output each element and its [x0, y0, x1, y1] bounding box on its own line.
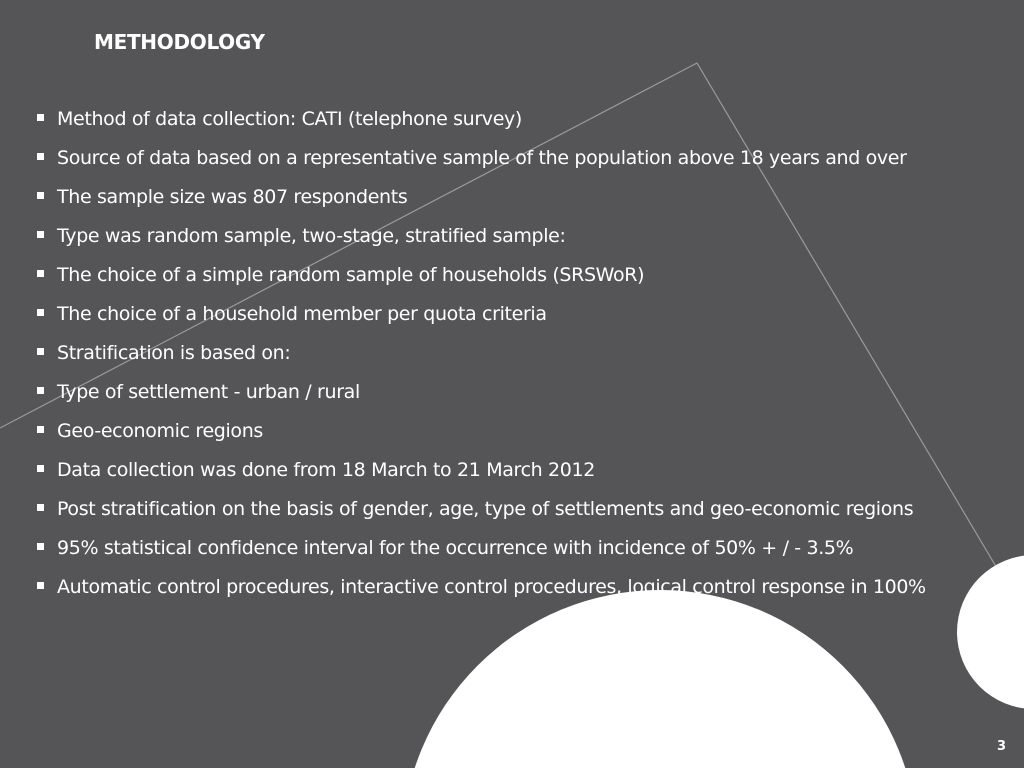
bullet-item: [36, 184, 966, 211]
bullet-list: [36, 106, 966, 613]
bullet-item: [36, 106, 966, 133]
bullet-item: [36, 418, 966, 445]
decorative-circle-large: [402, 590, 918, 768]
bullet-item: [36, 301, 966, 328]
bullet-marker-icon: [37, 114, 44, 121]
bullet-item: [36, 496, 966, 523]
decorative-circle-small: [957, 555, 1024, 709]
bullet-marker-icon: [37, 504, 44, 511]
bullet-text: Source of data based on a representative sample of the population above 18 years and over: [57, 147, 907, 169]
bullet-text: 95% statistical confidence interval for the occurrence with incidence of 50% + / - 3.5%: [57, 537, 854, 559]
bullet-item: [36, 223, 966, 250]
bullet-marker-icon: [37, 192, 44, 199]
bullet-marker-icon: [37, 348, 44, 355]
bullet-text: The choice of a household member per quota criteria: [57, 303, 547, 325]
bullet-text: Automatic control procedures, interactive control procedures, logical control response in 100%: [57, 576, 926, 598]
bullet-text: Geo-economic regions: [57, 420, 263, 442]
bullet-item: [36, 262, 966, 289]
bullet-marker-icon: [37, 387, 44, 394]
bullet-item: [36, 457, 966, 484]
bullet-text: The sample size was 807 respondents: [57, 186, 408, 208]
bullet-text: Data collection was done from 18 March to 21 March 2012: [57, 459, 596, 481]
bullet-marker-icon: [37, 582, 44, 589]
bullet-marker-icon: [37, 153, 44, 160]
bullet-item: [36, 379, 966, 406]
bullet-item: [36, 145, 966, 172]
bullet-text: Type of settlement - urban / rural: [57, 381, 360, 403]
bullet-marker-icon: [37, 231, 44, 238]
bullet-text: The choice of a simple random sample of households (SRSWoR): [57, 264, 645, 286]
bullet-marker-icon: [37, 465, 44, 472]
bullet-marker-icon: [37, 426, 44, 433]
bullet-item: [36, 340, 966, 367]
bullet-item: [36, 535, 966, 562]
bullet-marker-icon: [37, 270, 44, 277]
page-number: 3: [996, 739, 1006, 754]
bullet-text: Stratification is based on:: [57, 342, 291, 364]
bullet-text: Type was random sample, two-stage, stratified sample:: [57, 225, 566, 247]
bullet-marker-icon: [37, 543, 44, 550]
bullet-item: [36, 574, 966, 601]
bullet-marker-icon: [37, 309, 44, 316]
bullet-text: Post stratification on the basis of gender, age, type of settlements and geo-economic regions: [57, 498, 914, 520]
slide-title: METHODOLOGY: [94, 30, 265, 54]
bullet-text: Method of data collection: CATI (telephone survey): [57, 108, 522, 130]
